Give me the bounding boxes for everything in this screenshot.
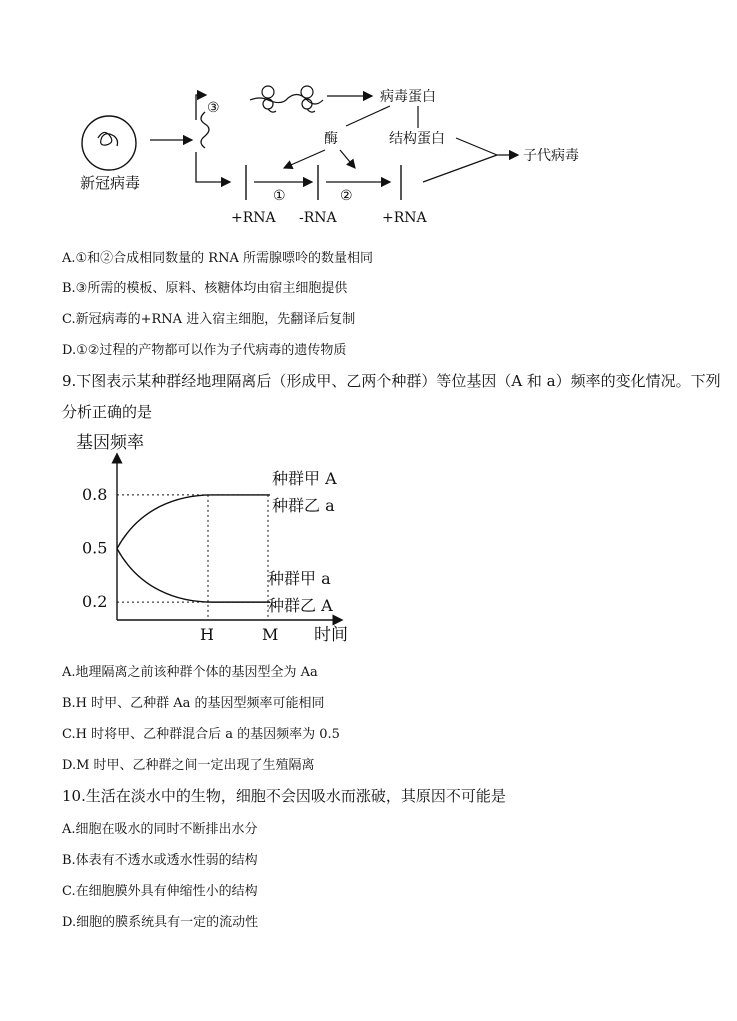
q8-option-d: D.①②过程的产物都可以作为子代病毒的遗传物质: [62, 343, 347, 358]
q10-option-c: C.在细胞膜外具有伸缩性小的结构: [62, 884, 258, 899]
progeny-virus-label: 子代病毒: [523, 148, 579, 164]
plus-rna-label-2: +RNA: [382, 210, 427, 226]
legend-jia-a: 种群甲 a: [268, 569, 331, 588]
series-line: [117, 495, 270, 549]
gene-frequency-chart: [60, 428, 380, 650]
legend-jia-A: 种群甲 A: [272, 469, 337, 488]
q9-option-d: D.M 时甲、乙种群之间一定出现了生殖隔离: [62, 758, 315, 773]
minus-rna-label: -RNA: [299, 210, 337, 226]
x-axis-label: 时间: [314, 625, 348, 645]
virus-protein-label: 病毒蛋白: [380, 89, 436, 105]
q10-option-d: D.细胞的膜系统具有一定的流动性: [62, 915, 259, 930]
virus-icon: [82, 116, 136, 170]
q8-option-c: C.新冠病毒的+RNA 进入宿主细胞，先翻译后复制: [62, 312, 356, 327]
virus-label: 新冠病毒: [80, 174, 141, 192]
q8-option-b: B.③所需的模板、原料、核糖体均由宿主细胞提供: [62, 281, 348, 296]
q9-stem-line2: 分析正确的是: [62, 403, 153, 421]
legend-yi-A: 种群乙 A: [268, 596, 333, 615]
x-tick-label: H: [200, 625, 214, 644]
step3-label: ③: [207, 100, 220, 116]
ribosome-icon: [250, 86, 323, 112]
step2-label: ②: [340, 188, 353, 204]
y-tick-label: 0.5: [82, 538, 108, 558]
q9-option-b: B.H 时甲、乙种群 Aa 的基因型频率可能相同: [62, 696, 325, 711]
legend-yi-a: 种群乙 a: [272, 496, 335, 515]
step1-label: ①: [273, 188, 286, 204]
virus-replication-diagram: [0, 0, 737, 240]
q8-option-a: A.①和②合成相同数量的 RNA 所需腺嘌呤的数量相同: [62, 251, 373, 266]
series-line: [117, 549, 270, 603]
plus-rna-label: +RNA: [231, 210, 276, 226]
x-tick-label: M: [262, 625, 279, 644]
y-tick-label: 0.2: [82, 592, 108, 612]
y-tick-label: 0.8: [82, 484, 108, 504]
q10-option-b: B.体表有不透水或透水性弱的结构: [62, 853, 258, 868]
q10-option-a: A.细胞在吸水的同时不断排出水分: [62, 822, 258, 837]
q10-stem: 10.生活在淡水中的生物，细胞不会因吸水而涨破，其原因不可能是: [62, 787, 506, 805]
y-axis-label: 基因频率: [76, 433, 144, 453]
enzyme-label: 酶: [324, 131, 338, 147]
q9-option-c: C.H 时将甲、乙种群混合后 a 的基因频率为 0.5: [62, 727, 340, 742]
q9-stem-line1: 9.下图表示某种群经地理隔离后（形成甲、乙两个种群）等位基因（A 和 a）频率的变化情况。下列: [62, 372, 721, 390]
q9-option-a: A.地理隔离之前该种群个体的基因型全为 Aa: [62, 665, 318, 680]
structural-protein-label: 结构蛋白: [389, 131, 445, 147]
